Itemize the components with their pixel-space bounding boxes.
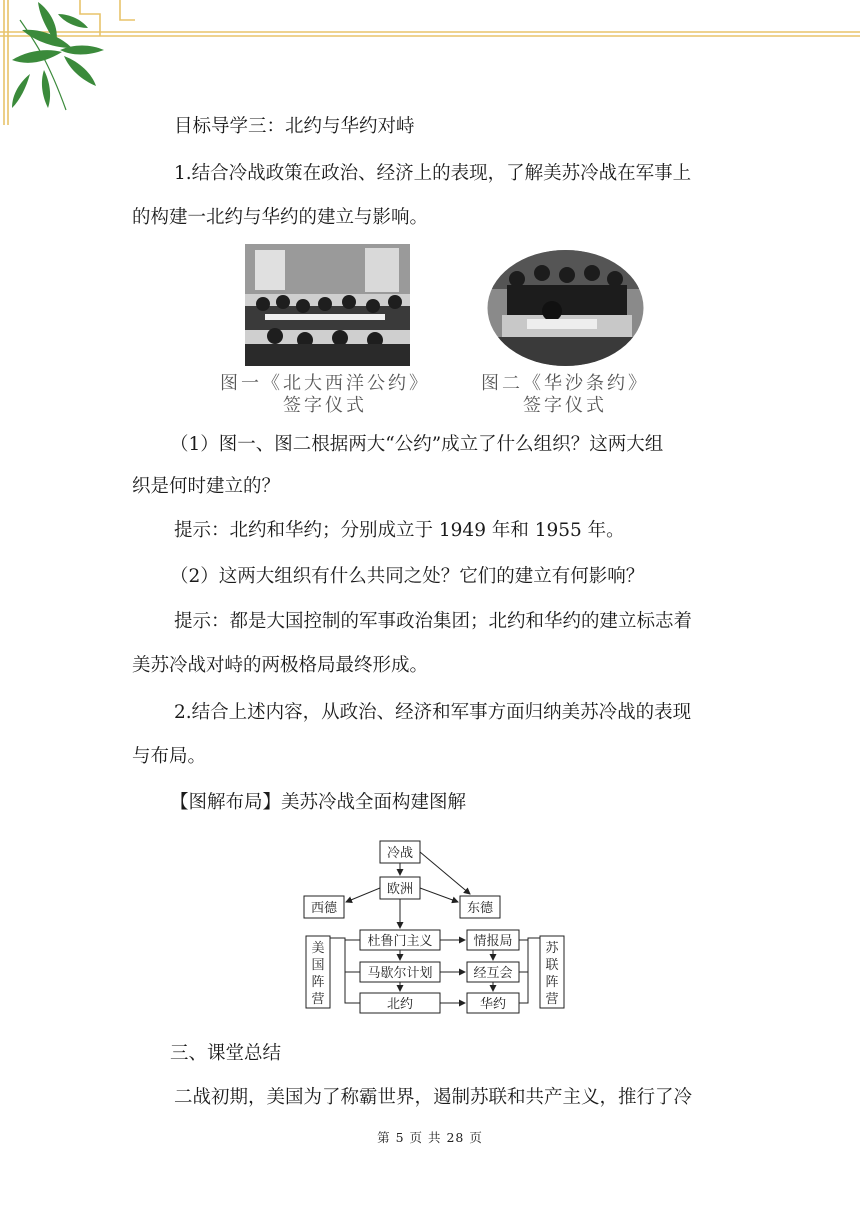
- hint-2-line-2: 美苏冷战对峙的两极格局最终形成。: [132, 655, 429, 676]
- label-us-camp-1: 美: [311, 941, 325, 956]
- figure-1-caption: [205, 373, 445, 417]
- page-number-footer: 第 5 页 共 28 页: [377, 1130, 483, 1145]
- label-ussr-camp-1: 苏: [545, 941, 559, 956]
- label-nato: 北约: [386, 997, 414, 1012]
- section-heading: 目标导学三：北约与华约对峙: [174, 116, 415, 137]
- label-truman-doctrine: 杜鲁门主义: [367, 934, 433, 949]
- label-us-camp-4: 营: [311, 992, 325, 1007]
- label-comecon: 经互会: [473, 966, 513, 981]
- label-marshall-plan: 马歇尔计划: [367, 966, 433, 981]
- cold-war-structure-diagram: [300, 838, 565, 1016]
- bamboo-leaves-icon: [12, 2, 104, 108]
- section-3-heading: 三、课堂总结: [170, 1043, 282, 1064]
- label-europe: 欧洲: [386, 882, 414, 897]
- label-cold-war: 冷战: [386, 846, 414, 861]
- label-ussr-camp-3: 阵: [545, 975, 559, 990]
- figure-2-caption-sub: 签字仪式: [523, 395, 607, 416]
- sub-question-1-line-2: 织是何时建立的？: [132, 476, 281, 497]
- figure-2-caption-title: 图二《华沙条约》: [481, 373, 649, 394]
- label-us-camp-3: 阵: [311, 975, 325, 990]
- figure-1-caption-sub: 签字仪式: [283, 395, 367, 416]
- question-2-line-2: 与布局。: [132, 746, 207, 767]
- hint-2-line-1: 提示：都是大国控制的军事政治集团；北约和华约的建立标志着: [174, 611, 693, 632]
- warsaw-pact-signing-photo: [487, 249, 644, 367]
- diagram-title: 【图解布局】美苏冷战全面构建图解: [170, 792, 467, 813]
- question-1-line-2: 的构建一北约与华约的建立与影响。: [132, 207, 429, 228]
- hint-1: 提示：北约和华约；分别成立于 1949 年和 1955 年。: [174, 520, 625, 541]
- question-2-line-1: 2.结合上述内容，从政治、经济和军事方面归纳美苏冷战的表现: [174, 702, 692, 723]
- label-west-germany: 西德: [310, 901, 338, 916]
- label-ussr-camp-4: 营: [545, 992, 559, 1007]
- sub-question-1-line-1: （1）图一、图二根据两大“公约”成立了什么组织？这两大组: [170, 434, 664, 455]
- label-warsaw-pact: 华约: [479, 997, 507, 1012]
- label-east-germany: 东德: [466, 901, 494, 916]
- label-ussr-camp-2: 联: [545, 958, 559, 973]
- nato-signing-photo: [245, 244, 410, 366]
- label-cominform: 情报局: [473, 934, 513, 949]
- sub-question-2: （2）这两大组织有什么共同之处？它们的建立有何影响？: [170, 566, 645, 587]
- label-us-camp-2: 国: [311, 958, 325, 973]
- figure-1-caption-title: 图一《北大西洋公约》: [220, 373, 430, 394]
- question-1-line-1: 1.结合冷战政策在政治、经济上的表现，了解美苏冷战在军事上: [174, 163, 692, 184]
- summary-line-1: 二战初期，美国为了称霸世界，遏制苏联和共产主义，推行了冷: [174, 1087, 693, 1108]
- figure-2-caption: [460, 373, 670, 417]
